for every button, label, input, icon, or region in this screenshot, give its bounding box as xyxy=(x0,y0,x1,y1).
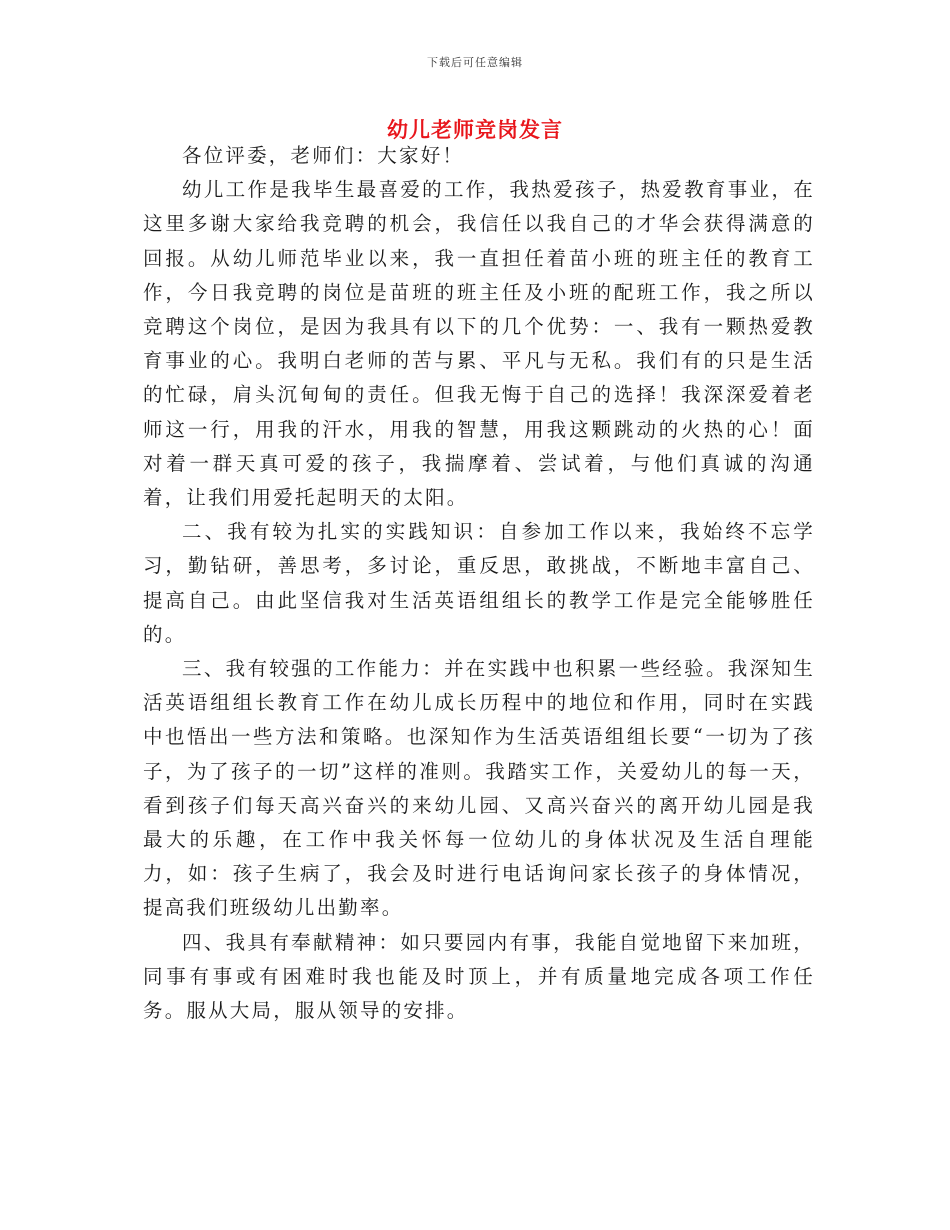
document-title: 幼儿老师竞岗发言 xyxy=(387,117,563,142)
header-note: 下载后可任意编辑 xyxy=(427,56,523,69)
body-paragraph-2: 二、我有较为扎实的实践知识：自参加工作以来，我始终不忘学习，勤钻研，善思考，多讨论，重反思，敢挑战，不断地丰富自己、提高自己。由此坚信我对生活英语组组长的教学工作是完全能够胜任的。 xyxy=(143,520,815,646)
salutation-paragraph: 各位评委，老师们：大家好！ xyxy=(182,144,465,167)
body-paragraph-3: 三、我有较强的工作能力：并在实践中也积累一些经验。我深知生活英语组组长教育工作在幼儿成长历程中的地位和作用，同时在实践中也悟出一些方法和策略。也深知作为生活英语组组长要“一切为了孩子，为了孩子的一切”这样的准则。我踏实工作，关爱幼儿的每一天，看到孩子们每天高兴奋兴的来幼儿园、又高兴奋兴的离开幼儿园是我最大的乐趣，在工作中我关怀每一位幼儿的身体状况及生活自理能力，如：孩子生病了，我会及时进行电话询问家长孩子的身体情况，提高我们班级幼儿出勤率。 xyxy=(143,657,815,920)
body-paragraph-4: 四、我具有奉献精神：如只要园内有事，我能自觉地留下来加班，同事有事或有困难时我也能及时顶上，并有质量地完成各项工作任务。服从大局，服从领导的安排。 xyxy=(143,930,815,1023)
body-paragraph-1: 幼儿工作是我毕生最喜爱的工作，我热爱孩子，热爱教育事业，在这里多谢大家给我竞聘的机会，我信任以我自己的才华会获得满意的回报。从幼儿师范毕业以来，我一直担任着苗小班的班主任的教育工作，今日我竞聘的岗位是苗班的班主任及小班的配班工作，我之所以竞聘这个岗位，是因为我具有以下的几个优势：一、我有一颗热爱教育事业的心。我明白老师的苦与累、平凡与无私。我们有的只是生活的忙碌，肩头沉甸甸的责任。但我无悔于自己的选择！我深深爱着老师这一行，用我的汗水，用我的智慧，用我这颗跳动的火热的心！面对着一群天真可爱的孩子，我揣摩着、尝试着，与他们真诚的沟通着，让我们用爱托起明天的太阳。 xyxy=(143,178,815,510)
document-body xyxy=(143,139,815,1028)
